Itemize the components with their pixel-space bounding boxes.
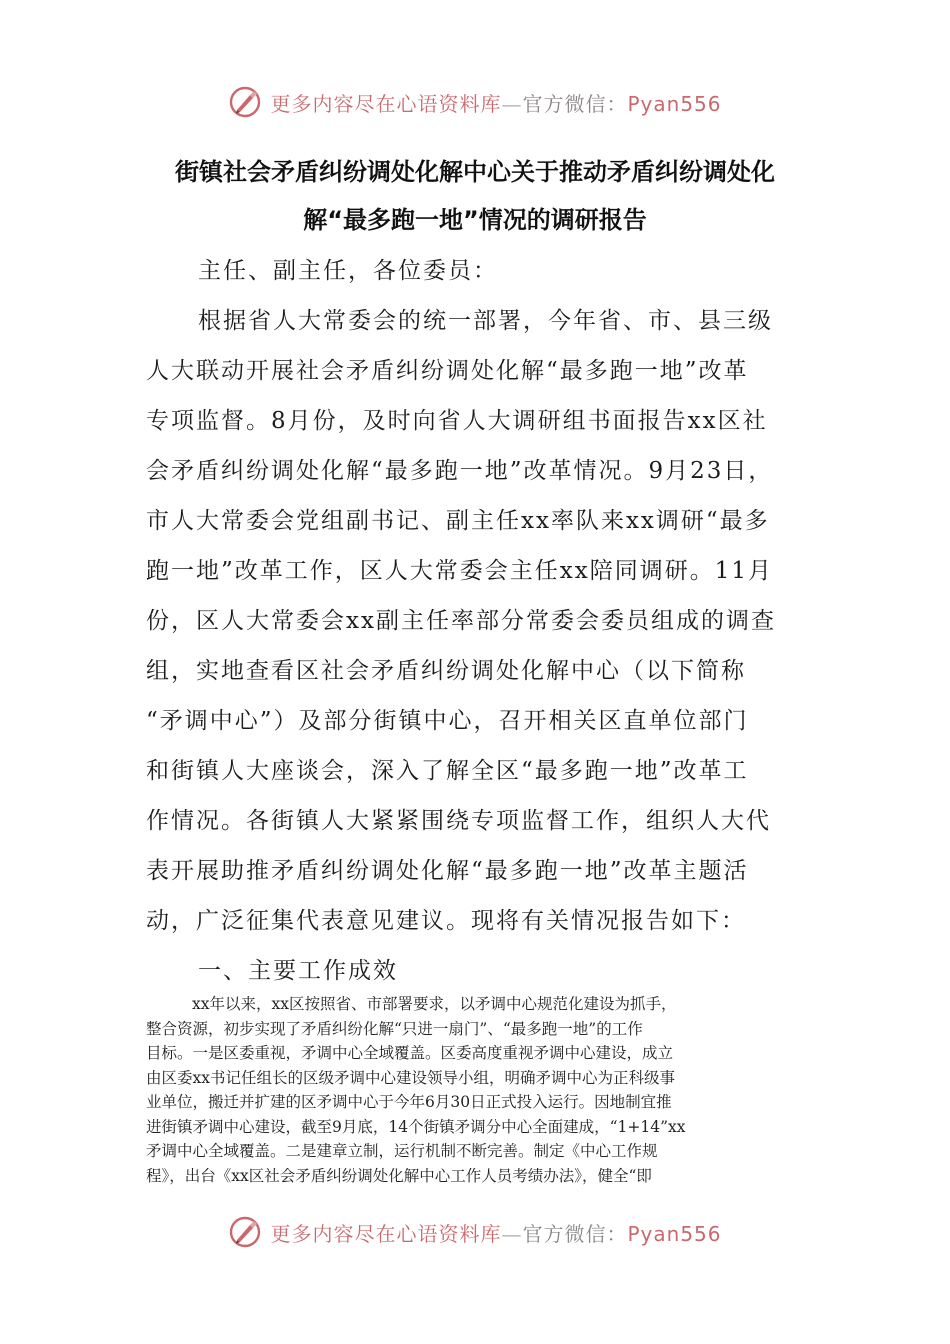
salutation: 主任、副主任，各位委员：: [198, 258, 498, 284]
watermark-label: 官方微信：: [522, 91, 628, 116]
title-line-2: 解“最多跑一地”情况的调研报告: [303, 206, 647, 234]
paragraph-line: 份，区人大常委会xx副主任率部分常委会委员组成的调查: [146, 608, 776, 634]
paragraph-line: 矛调中心全域覆盖。二是建章立制，运行机制不断完善。制定《中心工作规: [146, 1142, 658, 1160]
watermark-text: [270, 88, 721, 117]
paragraph-line: xx年以来，xx区按照省、市部署要求，以矛调中心规范化建设为抓手，: [192, 995, 677, 1013]
paragraph-line: 由区委xx书记任组长的区级矛调中心建设领导小组，明确矛调中心为正科级事: [146, 1068, 675, 1087]
watermark-wechat: Pyan556: [627, 1221, 722, 1246]
watermark-text: [270, 1218, 721, 1247]
watermark-banner-top: [0, 80, 950, 124]
pen-logo-icon: [228, 85, 262, 119]
paragraph-line: 动，广泛征集代表意见建议。现将有关情况报告如下：: [146, 908, 746, 934]
watermark-dash: —: [501, 91, 523, 116]
watermark-main: 更多内容尽在心语资料库: [270, 1221, 502, 1246]
paragraph-line: 业单位，搬迁并扩建的区矛调中心于今年6月30日正式投入运行。因地制宜推: [146, 1093, 672, 1111]
watermark-main: 更多内容尽在心语资料库: [270, 91, 502, 116]
document-title: [130, 148, 820, 244]
watermark-wechat: Pyan556: [627, 91, 722, 116]
paragraph-line: “矛调中心”）及部分街镇中心，召开相关区直单位部门: [146, 708, 749, 734]
paragraph-line: 市人大常委会党组副书记、副主任xx率队来xx调研“最多: [146, 508, 770, 534]
paragraph-line: 表开展助推矛盾纠纷调处化解“最多跑一地”改革主题活: [146, 858, 749, 884]
document-body-small: [146, 992, 810, 1188]
paragraph-line: 组，实地查看区社会矛盾纠纷调处化解中心（以下简称: [146, 658, 746, 684]
paragraph-line: 程》，出台《xx区社会矛盾纠纷调处化解中心工作人员考绩办法》，健全“即: [146, 1166, 652, 1185]
paragraph-line: 会矛盾纠纷调处化解“最多跑一地”改革情况。9月23日，: [146, 458, 774, 484]
paragraph-line: 人大联动开展社会矛盾纠纷调处化解“最多跑一地”改革: [146, 358, 749, 384]
paragraph-line: 作情况。各街镇人大紧紧围绕专项监督工作，组织人大代: [146, 808, 771, 834]
document-body: [146, 246, 806, 996]
section-heading: 一、主要工作成效: [198, 958, 398, 984]
paragraph-line: 目标。一是区委重视，矛调中心全域覆盖。区委高度重视矛调中心建设，成立: [146, 1044, 674, 1062]
watermark-banner-bottom: [0, 1210, 950, 1254]
paragraph-line: 专项监督。8月份，及时向省人大调研组书面报告xx区社: [146, 408, 768, 434]
pen-logo-icon: [228, 1215, 262, 1249]
paragraph-line: 和街镇人大座谈会，深入了解全区“最多跑一地”改革工: [146, 758, 749, 784]
watermark-dash: —: [501, 1221, 523, 1246]
paragraph-line: 根据省人大常委会的统一部署，今年省、市、县三级: [198, 308, 773, 334]
paragraph-line: 跑一地”改革工作，区人大常委会主任xx陪同调研。11月: [146, 558, 773, 584]
paragraph-line: 进街镇矛调中心建设，截至9月底，14个街镇矛调分中心全面建成，“1+14”xx: [146, 1117, 686, 1136]
paragraph-line: 整合资源，初步实现了矛盾纠纷化解“只进一扇门”、“最多跑一地”的工作: [146, 1019, 643, 1038]
title-line-1: 街镇社会矛盾纠纷调处化解中心关于推动矛盾纠纷调处化: [175, 158, 775, 186]
watermark-label: 官方微信：: [522, 1221, 628, 1246]
